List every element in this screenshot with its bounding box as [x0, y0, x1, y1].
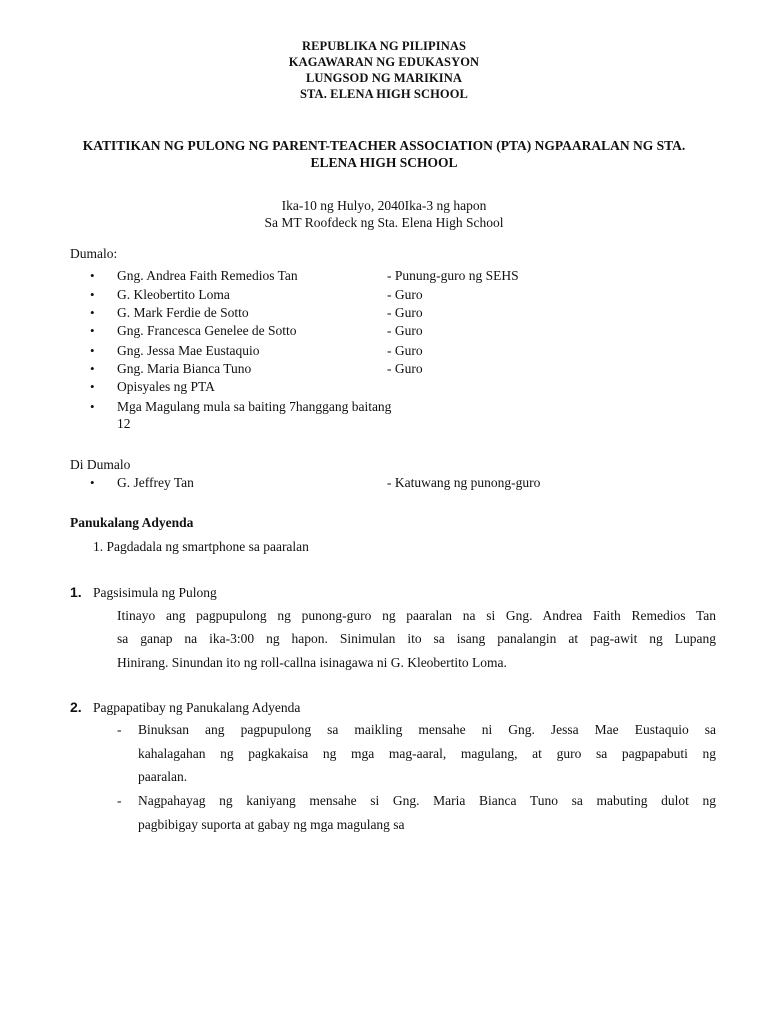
attendee-name-continued: 12 [117, 416, 131, 431]
section-paragraph-line: Itinayo ang pagpupulong ng punong-guro ng paaralan na si Gng. Andrea Faith Remedios Tan [117, 608, 716, 623]
attendee-name: Gng. Jessa Mae Eustaquio [117, 343, 260, 358]
agenda-item: 1. Pagdadala ng smartphone sa paaralan [93, 539, 309, 554]
bullet-icon: • [90, 361, 95, 376]
absentee-name: G. Jeffrey Tan [117, 475, 194, 490]
attendee-name: Gng. Francesca Genelee de Sotto [117, 323, 297, 338]
attendee-name: Gng. Andrea Faith Remedios Tan [117, 268, 298, 283]
document-title-line2: ELENA HIGH SCHOOL [310, 155, 458, 170]
attendee-role: - Guro [387, 323, 423, 338]
attendee-role: - Guro [387, 361, 423, 376]
dash-marker: - [117, 793, 122, 808]
attendee-role: - Guro [387, 343, 423, 358]
bullet-icon: • [90, 399, 95, 414]
bullet-icon: • [90, 475, 95, 490]
section-paragraph-line: Hinirang. Sinundan ito ng roll-callna isinagawa ni G. Kleobertito Loma. [117, 655, 507, 670]
item-line: paaralan. [138, 769, 188, 784]
item-line: kahalagahan ng pagkakaisa ng mga mag-aaral, magulang, at guro sa pagpapabuti ng [138, 746, 716, 761]
item-line: pagbibigay suporta at gabay ng mga magulang sa [138, 817, 405, 832]
section-title: Pagpapatibay ng Panukalang Adyenda [93, 700, 301, 715]
attendee-name: Opisyales ng PTA [117, 379, 215, 394]
document-title-line1: KATITIKAN NG PULONG NG PARENT-TEACHER ASSOCIATION (PTA) NGPAARALAN NG STA. [82, 138, 686, 153]
section-title: Pagsisimula ng Pulong [93, 585, 217, 600]
absentee-role: - Katuwang ng punong-guro [387, 475, 541, 490]
section-number: 2. [70, 699, 82, 715]
attendee-name: Mga Magulang mula sa baiting 7hanggang baitang [117, 399, 392, 414]
attendee-role: - Punung-guro ng SEHS [387, 268, 519, 283]
bullet-icon: • [90, 379, 95, 394]
section-number: 1. [70, 584, 82, 600]
attendee-role: - Guro [387, 305, 423, 320]
item-line: Nagpahayag ng kaniyang mensahe si Gng. Maria Bianca Tuno sa mabuting dulot ng [138, 793, 716, 808]
section-paragraph-line: sa ganap na ika-3:00 ng hapon. Sinimulan ito sa isang panalangin at pag-awit ng Lupang [117, 631, 716, 646]
agenda-heading: Panukalang Adyenda [70, 515, 194, 530]
bullet-icon: • [90, 268, 95, 283]
attendee-name: G. Mark Ferdie de Sotto [117, 305, 249, 320]
attendee-name: Gng. Maria Bianca Tuno [117, 361, 252, 376]
header-department: KAGAWARAN NG EDUKASYON [288, 55, 480, 69]
bullet-icon: • [90, 287, 95, 302]
bullet-icon: • [90, 343, 95, 358]
meeting-date: Ika-10 ng Hulyo, 2040Ika-3 ng hapon [281, 198, 487, 213]
item-line: Binuksan ang pagpupulong sa maikling mensahe ni Gng. Jessa Mae Eustaquio sa [138, 722, 716, 737]
present-heading: Dumalo: [70, 246, 118, 261]
header-school: STA. ELENA HIGH SCHOOL [300, 87, 468, 101]
meeting-venue: Sa MT Roofdeck ng Sta. Elena High School [264, 215, 504, 230]
header-city: LUNGSOD NG MARIKINA [305, 71, 463, 85]
attendee-name: G. Kleobertito Loma [117, 287, 230, 302]
absent-heading: Di Dumalo [70, 457, 131, 472]
attendee-role: - Guro [387, 287, 423, 302]
bullet-icon: • [90, 323, 95, 338]
bullet-icon: • [90, 305, 95, 320]
header-republic: REPUBLIKA NG PILIPINAS [301, 39, 467, 53]
dash-marker: - [117, 722, 122, 737]
